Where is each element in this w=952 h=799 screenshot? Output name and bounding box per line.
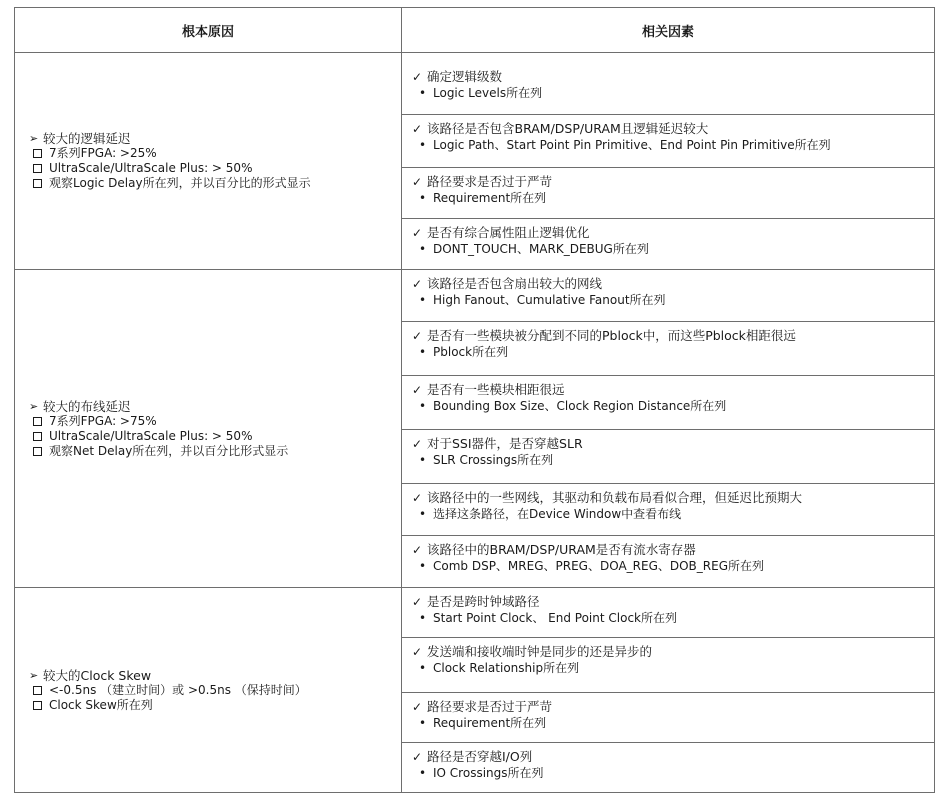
cause-sub: <-0.5ns （建立时间）或 >0.5ns （保持时间） — [49, 682, 307, 697]
header-related-factors: 相关因素 — [402, 8, 934, 53]
root-cause-table — [14, 7, 935, 793]
factor-cell — [402, 430, 934, 484]
dot-bullet-icon: • — [419, 242, 427, 256]
factor-title: 该路径中的BRAM/DSP/URAM是否有流水寄存器 — [427, 542, 696, 557]
square-bullet-icon — [33, 432, 42, 441]
factor-cell — [402, 638, 934, 693]
factor-title: 是否有综合属性阻止逻辑优化 — [427, 225, 590, 240]
check-icon: ✓ — [412, 226, 423, 240]
dot-bullet-icon: • — [419, 716, 427, 730]
factor-detail: Requirement所在列 — [433, 716, 547, 730]
cause-logic-delay — [15, 53, 402, 270]
dot-bullet-icon: • — [419, 293, 427, 307]
dot-bullet-icon: • — [419, 399, 427, 413]
check-icon: ✓ — [412, 383, 423, 397]
factor-title: 该路径是否包含BRAM/DSP/URAM且逻辑延迟较大 — [427, 121, 709, 136]
factor-detail: DONT_TOUCH、MARK_DEBUG所在列 — [433, 242, 649, 256]
cause-sub: 7系列FPGA: >25% — [49, 146, 157, 160]
cause-title: 较大的Clock Skew — [43, 667, 152, 683]
dot-bullet-icon: • — [419, 345, 427, 359]
factor-title: 发送端和接收端时钟是同步的还是异步的 — [427, 644, 653, 659]
factor-cell — [402, 270, 934, 322]
factor-cell — [402, 588, 934, 638]
check-icon: ✓ — [412, 543, 423, 557]
square-bullet-icon — [33, 701, 42, 710]
dot-bullet-icon: • — [419, 453, 427, 467]
cause-sub: 7系列FPGA: >75% — [49, 413, 157, 428]
dot-bullet-icon: • — [419, 661, 427, 675]
factor-detail: Bounding Box Size、Clock Region Distance所在列 — [433, 399, 727, 413]
factor-title: 路径是否穿越I/O列 — [427, 749, 533, 764]
factor-detail: Clock Relationship所在列 — [433, 661, 580, 675]
factor-detail: 选择这条路径，在Device Window中查看布线 — [433, 507, 682, 521]
cause-sub: 观察Net Delay所在列，并以百分比形式显示 — [49, 443, 289, 458]
cause-sub: UltraScale/UltraScale Plus: > 50% — [49, 161, 253, 175]
factor-detail: IO Crossings所在列 — [433, 766, 544, 780]
square-bullet-icon — [33, 179, 42, 188]
check-icon: ✓ — [412, 70, 423, 84]
factor-detail: Comb DSP、MREG、PREG、DOA_REG、DOB_REG所在列 — [433, 559, 765, 573]
factor-cell — [402, 115, 934, 168]
factor-cell — [402, 322, 934, 376]
factor-title: 该路径是否包含扇出较大的网线 — [427, 276, 603, 291]
factor-title: 是否有一些模块被分配到不同的Pblock中，而这些Pblock相距很远 — [427, 328, 796, 343]
check-icon: ✓ — [412, 122, 423, 136]
factor-detail: SLR Crossings所在列 — [433, 453, 554, 467]
factor-title: 是否有一些模块相距很远 — [427, 382, 565, 397]
dot-bullet-icon: • — [419, 766, 427, 780]
check-icon: ✓ — [412, 595, 423, 609]
factor-detail: Start Point Clock、 End Point Clock所在列 — [433, 611, 677, 625]
factor-detail: Pblock所在列 — [433, 345, 509, 359]
header-root-cause: 根本原因 — [15, 8, 402, 53]
factor-title: 是否是跨时钟域路径 — [427, 594, 540, 609]
factor-cell — [402, 376, 934, 430]
dot-bullet-icon: • — [419, 611, 427, 625]
check-icon: ✓ — [412, 277, 423, 291]
factor-title: 确定逻辑级数 — [427, 69, 503, 84]
dot-bullet-icon: • — [419, 86, 427, 100]
check-icon: ✓ — [412, 175, 423, 189]
check-icon: ✓ — [412, 750, 423, 764]
factor-cell — [402, 53, 934, 115]
dot-bullet-icon: • — [419, 559, 427, 573]
square-bullet-icon — [33, 149, 42, 158]
square-bullet-icon — [33, 447, 42, 456]
factor-cell — [402, 168, 934, 219]
square-bullet-icon — [33, 417, 42, 426]
factor-cell — [402, 693, 934, 743]
arrow-bullet-icon: ➢ — [29, 399, 39, 413]
cause-sub: UltraScale/UltraScale Plus: > 50% — [49, 428, 253, 443]
factor-detail: Logic Path、Start Point Pin Primitive、End Point Pin Primitive所在列 — [433, 138, 831, 152]
factor-cell — [402, 536, 934, 588]
check-icon: ✓ — [412, 329, 423, 343]
cause-sub: 观察Logic Delay所在列，并以百分比的形式显示 — [49, 176, 311, 190]
factor-title: 路径要求是否过于严苛 — [427, 174, 553, 189]
cause-title: 较大的布线延迟 — [43, 398, 131, 414]
cause-title: 较大的逻辑延迟 — [43, 131, 131, 146]
factor-detail: Logic Levels所在列 — [433, 86, 543, 100]
check-icon: ✓ — [412, 645, 423, 659]
factor-detail: Requirement所在列 — [433, 191, 547, 205]
factor-cell — [402, 484, 934, 536]
cause-routing-delay — [15, 270, 402, 588]
factor-title: 对于SSI器件，是否穿越SLR — [427, 436, 583, 451]
dot-bullet-icon: • — [419, 191, 427, 205]
dot-bullet-icon: • — [419, 507, 427, 521]
cause-clock-skew — [15, 588, 402, 792]
factor-cell — [402, 743, 934, 792]
factor-detail: High Fanout、Cumulative Fanout所在列 — [433, 293, 666, 307]
cause-sub: Clock Skew所在列 — [49, 697, 153, 712]
square-bullet-icon — [33, 164, 42, 173]
factor-title: 该路径中的一些网线，其驱动和负载布局看似合理，但延迟比预期大 — [427, 490, 803, 505]
check-icon: ✓ — [412, 700, 423, 714]
factor-title: 路径要求是否过于严苛 — [427, 699, 553, 714]
check-icon: ✓ — [412, 491, 423, 505]
check-icon: ✓ — [412, 437, 423, 451]
arrow-bullet-icon: ➢ — [29, 132, 39, 145]
square-bullet-icon — [33, 686, 42, 695]
factor-cell — [402, 219, 934, 270]
dot-bullet-icon: • — [419, 138, 427, 152]
arrow-bullet-icon: ➢ — [29, 668, 39, 682]
